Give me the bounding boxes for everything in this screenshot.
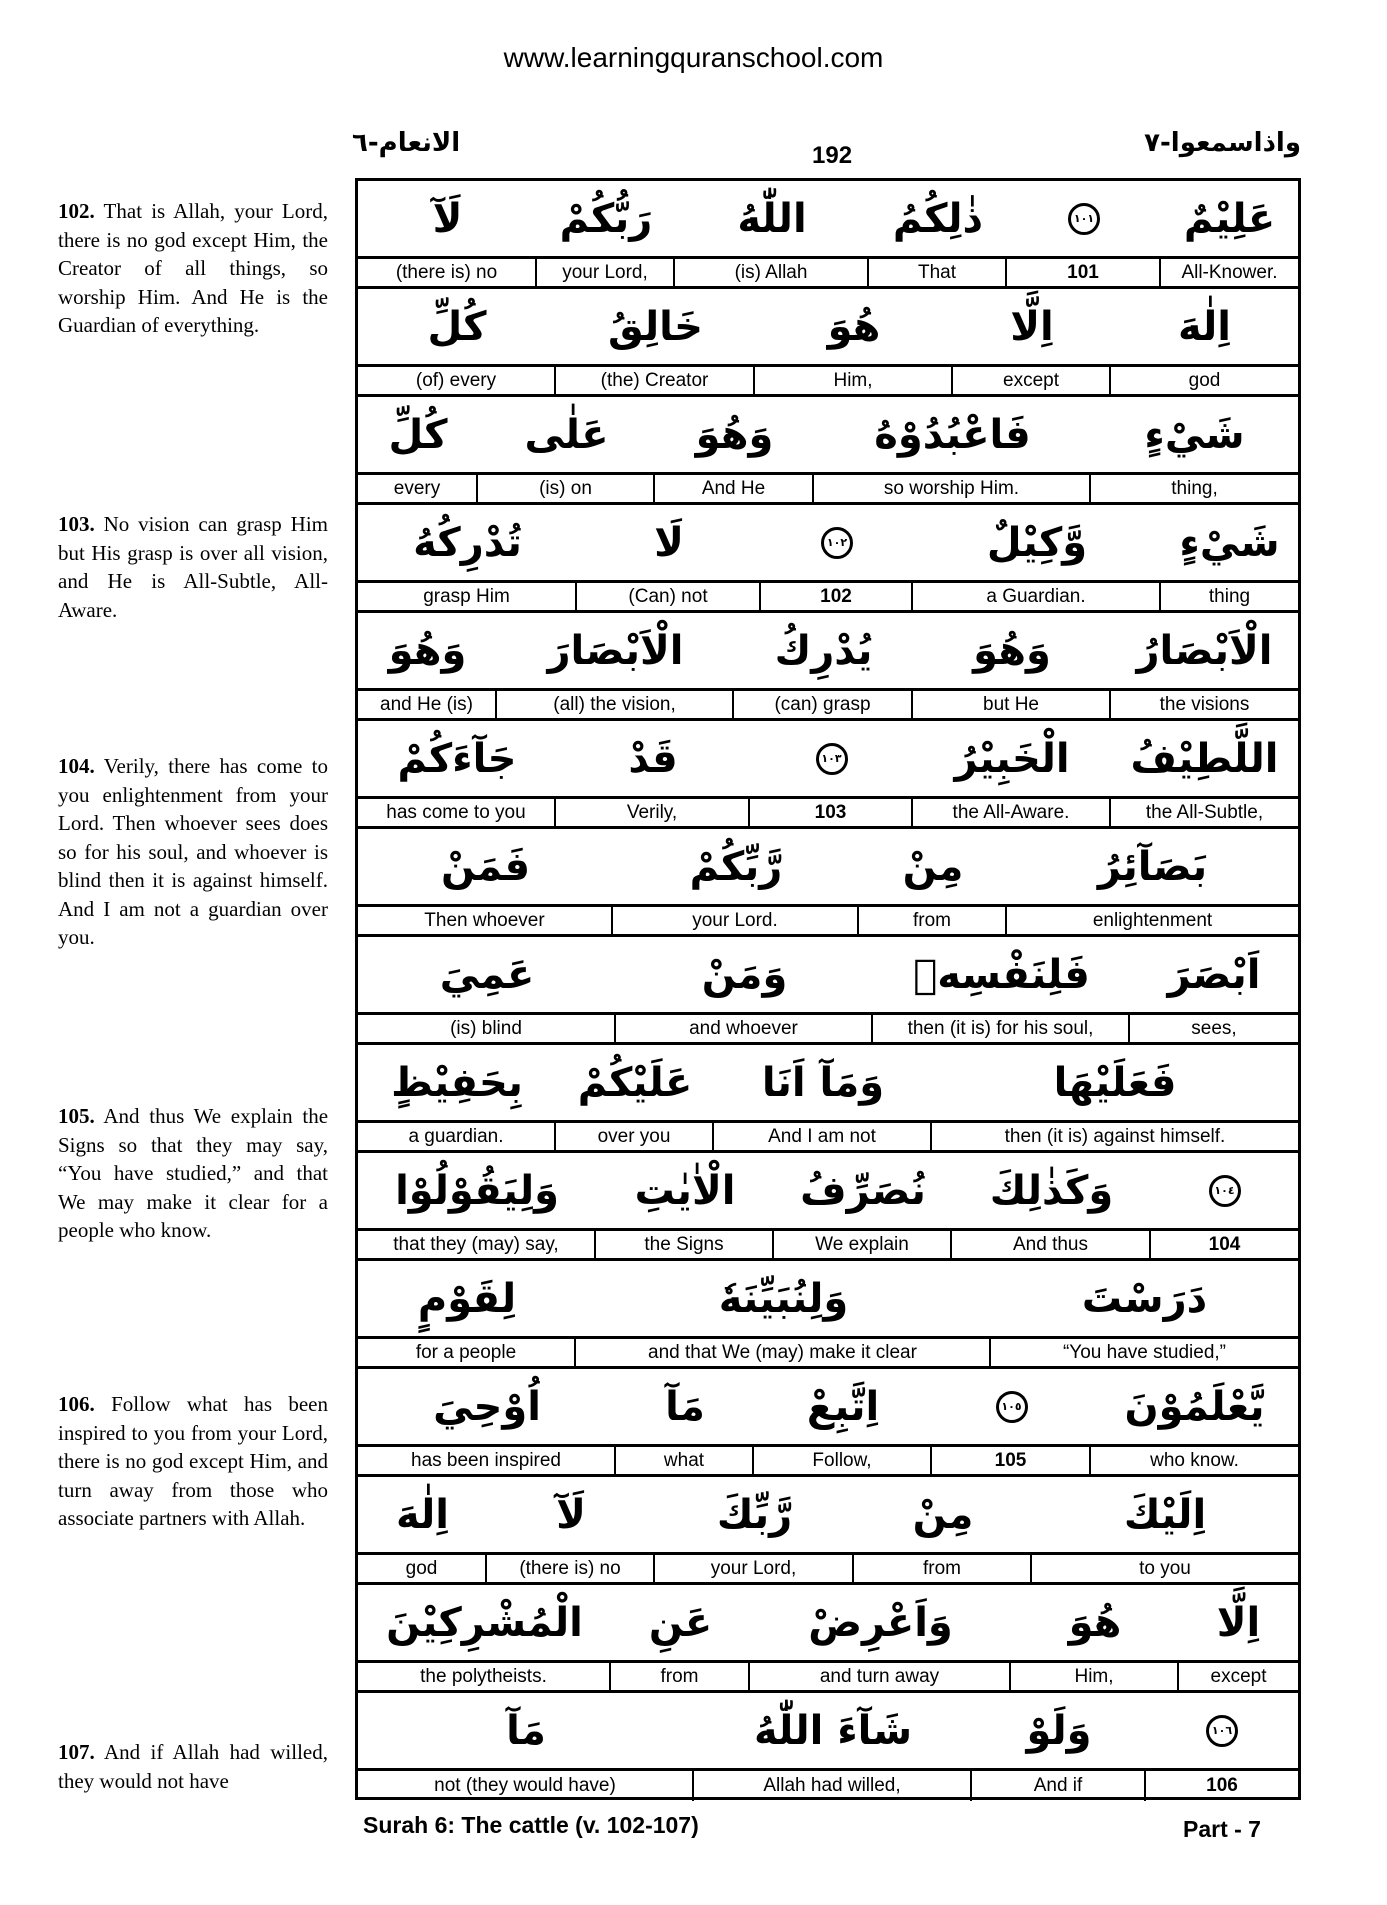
verse-end-marker-cell bbox=[750, 721, 913, 796]
arabic-row bbox=[358, 721, 1298, 799]
english-word: (there is) no bbox=[487, 1555, 655, 1582]
arabic-word: الْاَبْصَارُ bbox=[1136, 627, 1273, 674]
arabic-row bbox=[358, 613, 1298, 691]
english-word: what bbox=[616, 1447, 754, 1474]
arabic-word: هُوَ bbox=[1068, 1599, 1122, 1646]
english-word: from bbox=[854, 1555, 1032, 1582]
english-word: Allah had willed, bbox=[694, 1771, 972, 1801]
english-row bbox=[358, 1015, 1298, 1045]
verse-text: Verily, there has come to you enlightenment from your Lord. Then whoever sees does so for his soul, and whoever is blind then it is against himself. And I am not a guardian over you. bbox=[58, 754, 328, 949]
english-word: your Lord, bbox=[537, 259, 675, 286]
english-word: thing bbox=[1208, 585, 1251, 607]
english-row bbox=[358, 1663, 1298, 1693]
english-word: We explain bbox=[774, 1231, 952, 1258]
english-word: a guardian. bbox=[358, 1123, 556, 1150]
arabic-word: كُلِّ bbox=[388, 411, 448, 458]
arabic-word: وَمَآ اَنَا bbox=[761, 1059, 885, 1106]
english-word: the All-Subtle, bbox=[1145, 801, 1264, 823]
english-word: (of) every bbox=[358, 367, 556, 394]
english-word: grasp Him bbox=[358, 583, 577, 610]
arabic-word: جَآءَكُمْ bbox=[397, 735, 517, 782]
arabic-word: اَبْصَرَ bbox=[1167, 951, 1261, 998]
english-word: every bbox=[358, 475, 478, 502]
verse-translation-102 bbox=[58, 197, 328, 340]
verse-number-cell: 101 bbox=[1007, 259, 1161, 286]
english-word: that they (may) say, bbox=[358, 1231, 596, 1258]
english-word: (can) grasp bbox=[734, 691, 913, 718]
verse-number-cell: 103 bbox=[750, 799, 913, 826]
arabic-word: مَآ bbox=[506, 1707, 546, 1754]
english-word: Him, bbox=[755, 367, 953, 394]
verse-number-cell: 102 bbox=[761, 583, 913, 610]
english-word: your Lord. bbox=[613, 907, 859, 934]
english-word: the polytheists. bbox=[358, 1663, 611, 1690]
arabic-word: اُوْحِيَ bbox=[433, 1383, 541, 1430]
english-word: your Lord, bbox=[655, 1555, 854, 1582]
english-word: (there is) no bbox=[358, 259, 537, 286]
verse-number: 105. bbox=[58, 1104, 95, 1128]
verse-text: And thus We explain the Signs so that they may say, “You have studied,” and that We may make it clear for a people who know. bbox=[58, 1104, 329, 1242]
english-word: from bbox=[611, 1663, 750, 1690]
verse-end-marker-icon: ١٠٣ bbox=[816, 743, 848, 775]
english-word: (all) the vision, bbox=[497, 691, 734, 718]
english-word: And thus bbox=[952, 1231, 1151, 1258]
english-word: And He bbox=[655, 475, 814, 502]
english-row bbox=[358, 799, 1298, 829]
arabic-word: وَهُوَ bbox=[388, 627, 467, 674]
arabic-word: فَعَلَيْهَا bbox=[1053, 1059, 1177, 1106]
english-word: and that We (may) make it clear bbox=[576, 1339, 991, 1366]
arabic-word: اِلَّا bbox=[1216, 1599, 1261, 1646]
english-word: “You have studied,” bbox=[1062, 1341, 1227, 1363]
english-word: except bbox=[953, 367, 1111, 394]
english-word: the All-Aware. bbox=[913, 799, 1111, 826]
english-word: enlightenment bbox=[1092, 909, 1213, 931]
arabic-word: بَصَآئِرُ bbox=[1097, 843, 1208, 890]
english-word: And if bbox=[972, 1771, 1146, 1801]
arabic-word: اِلٰهَ bbox=[1178, 303, 1231, 350]
arabic-word: وَلِنُبَيِّنَهٗ bbox=[718, 1275, 849, 1322]
english-word: (is) blind bbox=[358, 1015, 616, 1042]
arabic-word: شَآءَ اللّٰهُ bbox=[753, 1707, 913, 1754]
arabic-word: يُدْرِكُ bbox=[774, 627, 873, 674]
arabic-row bbox=[358, 181, 1298, 259]
arabic-word: وَمَنْ bbox=[701, 951, 788, 998]
arabic-word: عَلَيْكُمْ bbox=[577, 1059, 693, 1106]
english-row bbox=[358, 1123, 1298, 1153]
arabic-word: وَاَعْرِضْ bbox=[808, 1599, 953, 1646]
website-url: www.learningquranschool.com bbox=[503, 42, 884, 73]
verse-text: And if Allah had willed, they would not have bbox=[58, 1740, 328, 1793]
verse-end-marker-cell bbox=[1146, 1693, 1298, 1768]
verse-number-cell: 104 bbox=[1208, 1233, 1241, 1255]
english-word: not (they would have) bbox=[358, 1771, 694, 1801]
arabic-word: مَآ bbox=[665, 1383, 705, 1430]
arabic-word: وَكَذٰلِكَ bbox=[989, 1167, 1114, 1214]
arabic-word: اِلٰهَ bbox=[396, 1491, 449, 1538]
arabic-word: رَّبِّكَ bbox=[716, 1491, 793, 1538]
verse-end-marker-icon: ١٠٦ bbox=[1206, 1715, 1238, 1747]
arabic-word: وَلَوْ bbox=[1026, 1707, 1092, 1754]
arabic-word: ذٰلِكُمُ bbox=[892, 195, 984, 242]
english-word: has been inspired bbox=[358, 1447, 616, 1474]
arabic-word: لَآ bbox=[556, 1491, 586, 1538]
verse-text: Follow what has been inspired to you from your Lord, there is no god except Him, and turn away from those who associate partners with Allah. bbox=[58, 1392, 328, 1530]
verse-end-marker-icon: ١٠٢ bbox=[821, 527, 853, 559]
arabic-word: هُوَ bbox=[827, 303, 881, 350]
arabic-word: وَلِيَقُوْلُوْا bbox=[395, 1167, 559, 1214]
arabic-word: اللّٰهُ bbox=[737, 195, 807, 242]
arabic-word: بِحَفِيْظٍ bbox=[391, 1059, 523, 1106]
juz-header-label: واذاسمعوا-٧ bbox=[1144, 128, 1301, 158]
page-number: 192 bbox=[812, 142, 853, 169]
verse-translation-104 bbox=[58, 752, 328, 952]
arabic-word: فَاعْبُدُوْهُ bbox=[874, 411, 1031, 458]
verse-number: 104. bbox=[58, 754, 95, 778]
arabic-row bbox=[358, 1153, 1298, 1231]
english-word: then (it is) for his soul, bbox=[873, 1015, 1130, 1042]
footer-part: Part - 7 bbox=[1183, 1816, 1261, 1842]
arabic-word: نُصَرِّفُ bbox=[800, 1167, 926, 1214]
arabic-word: الْخَبِيْرُ bbox=[954, 735, 1070, 782]
verse-number: 102. bbox=[58, 199, 95, 223]
arabic-word: شَيْءٍ bbox=[1144, 411, 1245, 458]
arabic-row bbox=[358, 1045, 1298, 1123]
english-row bbox=[358, 367, 1298, 397]
english-row bbox=[358, 1339, 1298, 1369]
arabic-word: اللَّطِيْفُ bbox=[1130, 735, 1279, 782]
arabic-word: قَدْ bbox=[628, 735, 678, 782]
english-word: except bbox=[1210, 1665, 1267, 1687]
arabic-row bbox=[358, 1477, 1298, 1555]
english-word: and He (is) bbox=[358, 691, 497, 718]
english-word: has come to you bbox=[358, 799, 556, 826]
verse-text: No vision can grasp Him but His grasp is over all vision, and He is All-Subtle, All-Aware. bbox=[58, 512, 328, 622]
english-word: the visions bbox=[1159, 693, 1250, 715]
english-row bbox=[358, 907, 1298, 937]
english-row bbox=[358, 475, 1298, 505]
verse-end-marker-icon: ١٠٥ bbox=[996, 1391, 1028, 1423]
arabic-word: وَّكِيْلٌ bbox=[986, 519, 1088, 566]
arabic-word: شَيْءٍ bbox=[1179, 519, 1280, 566]
english-word: sees, bbox=[1191, 1017, 1237, 1039]
english-word: Verily, bbox=[556, 799, 750, 826]
verse-translation-105 bbox=[58, 1102, 328, 1245]
word-by-word-table bbox=[355, 178, 1301, 1800]
arabic-word: خَالِقُ bbox=[608, 303, 703, 350]
verse-number: 107. bbox=[58, 1740, 95, 1764]
arabic-word: عَلِيْمٌ bbox=[1183, 195, 1276, 242]
english-word: but He bbox=[913, 691, 1111, 718]
english-word: Then whoever bbox=[358, 907, 613, 934]
arabic-word: عَلٰى bbox=[524, 411, 609, 458]
verse-end-marker-cell bbox=[1007, 181, 1161, 256]
english-row bbox=[358, 1231, 1298, 1261]
verse-end-marker-icon: ١٠١ bbox=[1068, 203, 1100, 235]
verse-end-marker-cell bbox=[761, 505, 913, 580]
arabic-word: اِلَيْكَ bbox=[1123, 1491, 1207, 1538]
arabic-word: مِنْ bbox=[902, 843, 964, 890]
english-word: (is) Allah bbox=[675, 259, 869, 286]
english-word: All-Knower. bbox=[1181, 261, 1278, 283]
english-word: And I am not bbox=[714, 1123, 932, 1150]
verse-number: 103. bbox=[58, 512, 95, 536]
english-word: and whoever bbox=[616, 1015, 873, 1042]
arabic-word: عَنِ bbox=[648, 1599, 713, 1646]
verse-translation-106 bbox=[58, 1390, 328, 1533]
verse-text: That is Allah, your Lord, there is no god except Him, the Creator of all things, so worship Him. And He is the Guardian of everything. bbox=[58, 199, 328, 337]
arabic-row bbox=[358, 1261, 1298, 1339]
arabic-row bbox=[358, 937, 1298, 1015]
arabic-word: الْاَبْصَارَ bbox=[547, 627, 684, 674]
english-row bbox=[358, 1555, 1298, 1585]
english-row bbox=[358, 583, 1298, 613]
english-word: That bbox=[869, 259, 1007, 286]
arabic-word: فَمَنْ bbox=[441, 843, 531, 890]
english-word: who know. bbox=[1150, 1449, 1239, 1471]
arabic-word: الْمُشْرِكِيْنَ bbox=[386, 1599, 583, 1646]
arabic-word: فَلِنَفْسِهٖ bbox=[913, 951, 1090, 998]
english-word: and turn away bbox=[750, 1663, 1011, 1690]
english-word: to you bbox=[1139, 1557, 1191, 1579]
arabic-word: لِقَوْمٍ bbox=[417, 1275, 517, 1322]
english-word: thing, bbox=[1171, 477, 1218, 499]
english-word: the Signs bbox=[596, 1231, 774, 1258]
arabic-word: رَبُّكُمْ bbox=[559, 195, 653, 242]
footer-surah-title: Surah 6: The cattle (v. 102-107) bbox=[363, 1812, 699, 1838]
english-row bbox=[358, 1447, 1298, 1477]
english-word: (is) on bbox=[478, 475, 655, 502]
verse-number: 106. bbox=[58, 1392, 95, 1416]
arabic-word: وَهُوَ bbox=[695, 411, 774, 458]
arabic-row bbox=[358, 1693, 1298, 1771]
english-row bbox=[358, 259, 1298, 289]
arabic-word: اِلَّا bbox=[1010, 303, 1054, 350]
english-word: (Can) not bbox=[577, 583, 761, 610]
verse-end-marker-cell bbox=[932, 1369, 1091, 1444]
verse-end-marker-icon: ١٠٤ bbox=[1209, 1175, 1241, 1207]
english-row bbox=[358, 1771, 1298, 1801]
english-word: Him, bbox=[1011, 1663, 1179, 1690]
english-word: god bbox=[358, 1555, 487, 1582]
arabic-row bbox=[358, 397, 1298, 475]
arabic-row bbox=[358, 1369, 1298, 1447]
arabic-word: رَّبِّكُمْ bbox=[689, 843, 783, 890]
arabic-word: عَمِيَ bbox=[439, 951, 535, 998]
english-word: then (it is) against himself. bbox=[1004, 1125, 1226, 1147]
surah-header-label: الانعام-٦ bbox=[352, 128, 461, 158]
arabic-word: تُدْرِكُهُ bbox=[413, 519, 522, 566]
arabic-word: اِتَّبِعْ bbox=[806, 1383, 880, 1430]
english-row bbox=[358, 691, 1298, 721]
verse-number-cell: 106 bbox=[1206, 1775, 1238, 1796]
arabic-row bbox=[358, 1585, 1298, 1663]
english-word: so worship Him. bbox=[814, 475, 1091, 502]
arabic-word: لَآ bbox=[432, 195, 463, 242]
verse-end-marker-cell bbox=[1151, 1153, 1298, 1228]
arabic-word: لَا bbox=[654, 519, 684, 566]
english-word: Follow, bbox=[754, 1447, 932, 1474]
arabic-row bbox=[358, 829, 1298, 907]
arabic-word: كُلِّ bbox=[427, 303, 487, 350]
arabic-word: مِنْ bbox=[912, 1491, 974, 1538]
arabic-row bbox=[358, 289, 1298, 367]
arabic-word: دَرَسْتَ bbox=[1081, 1275, 1208, 1322]
arabic-row bbox=[358, 505, 1298, 583]
arabic-word: يَّعْلَمُوْنَ bbox=[1124, 1383, 1265, 1430]
english-word: (the) Creator bbox=[556, 367, 755, 394]
english-word: a Guardian. bbox=[913, 583, 1161, 610]
english-word: for a people bbox=[358, 1339, 576, 1366]
english-word: god bbox=[1188, 369, 1221, 391]
verse-number-cell: 105 bbox=[932, 1447, 1091, 1474]
verse-translation-107 bbox=[58, 1738, 328, 1795]
arabic-word: وَهُوَ bbox=[973, 627, 1051, 674]
arabic-word: الْاٰيٰتِ bbox=[634, 1167, 736, 1214]
verse-translation-103 bbox=[58, 510, 328, 624]
english-word: from bbox=[859, 907, 1007, 934]
english-word: over you bbox=[556, 1123, 714, 1150]
